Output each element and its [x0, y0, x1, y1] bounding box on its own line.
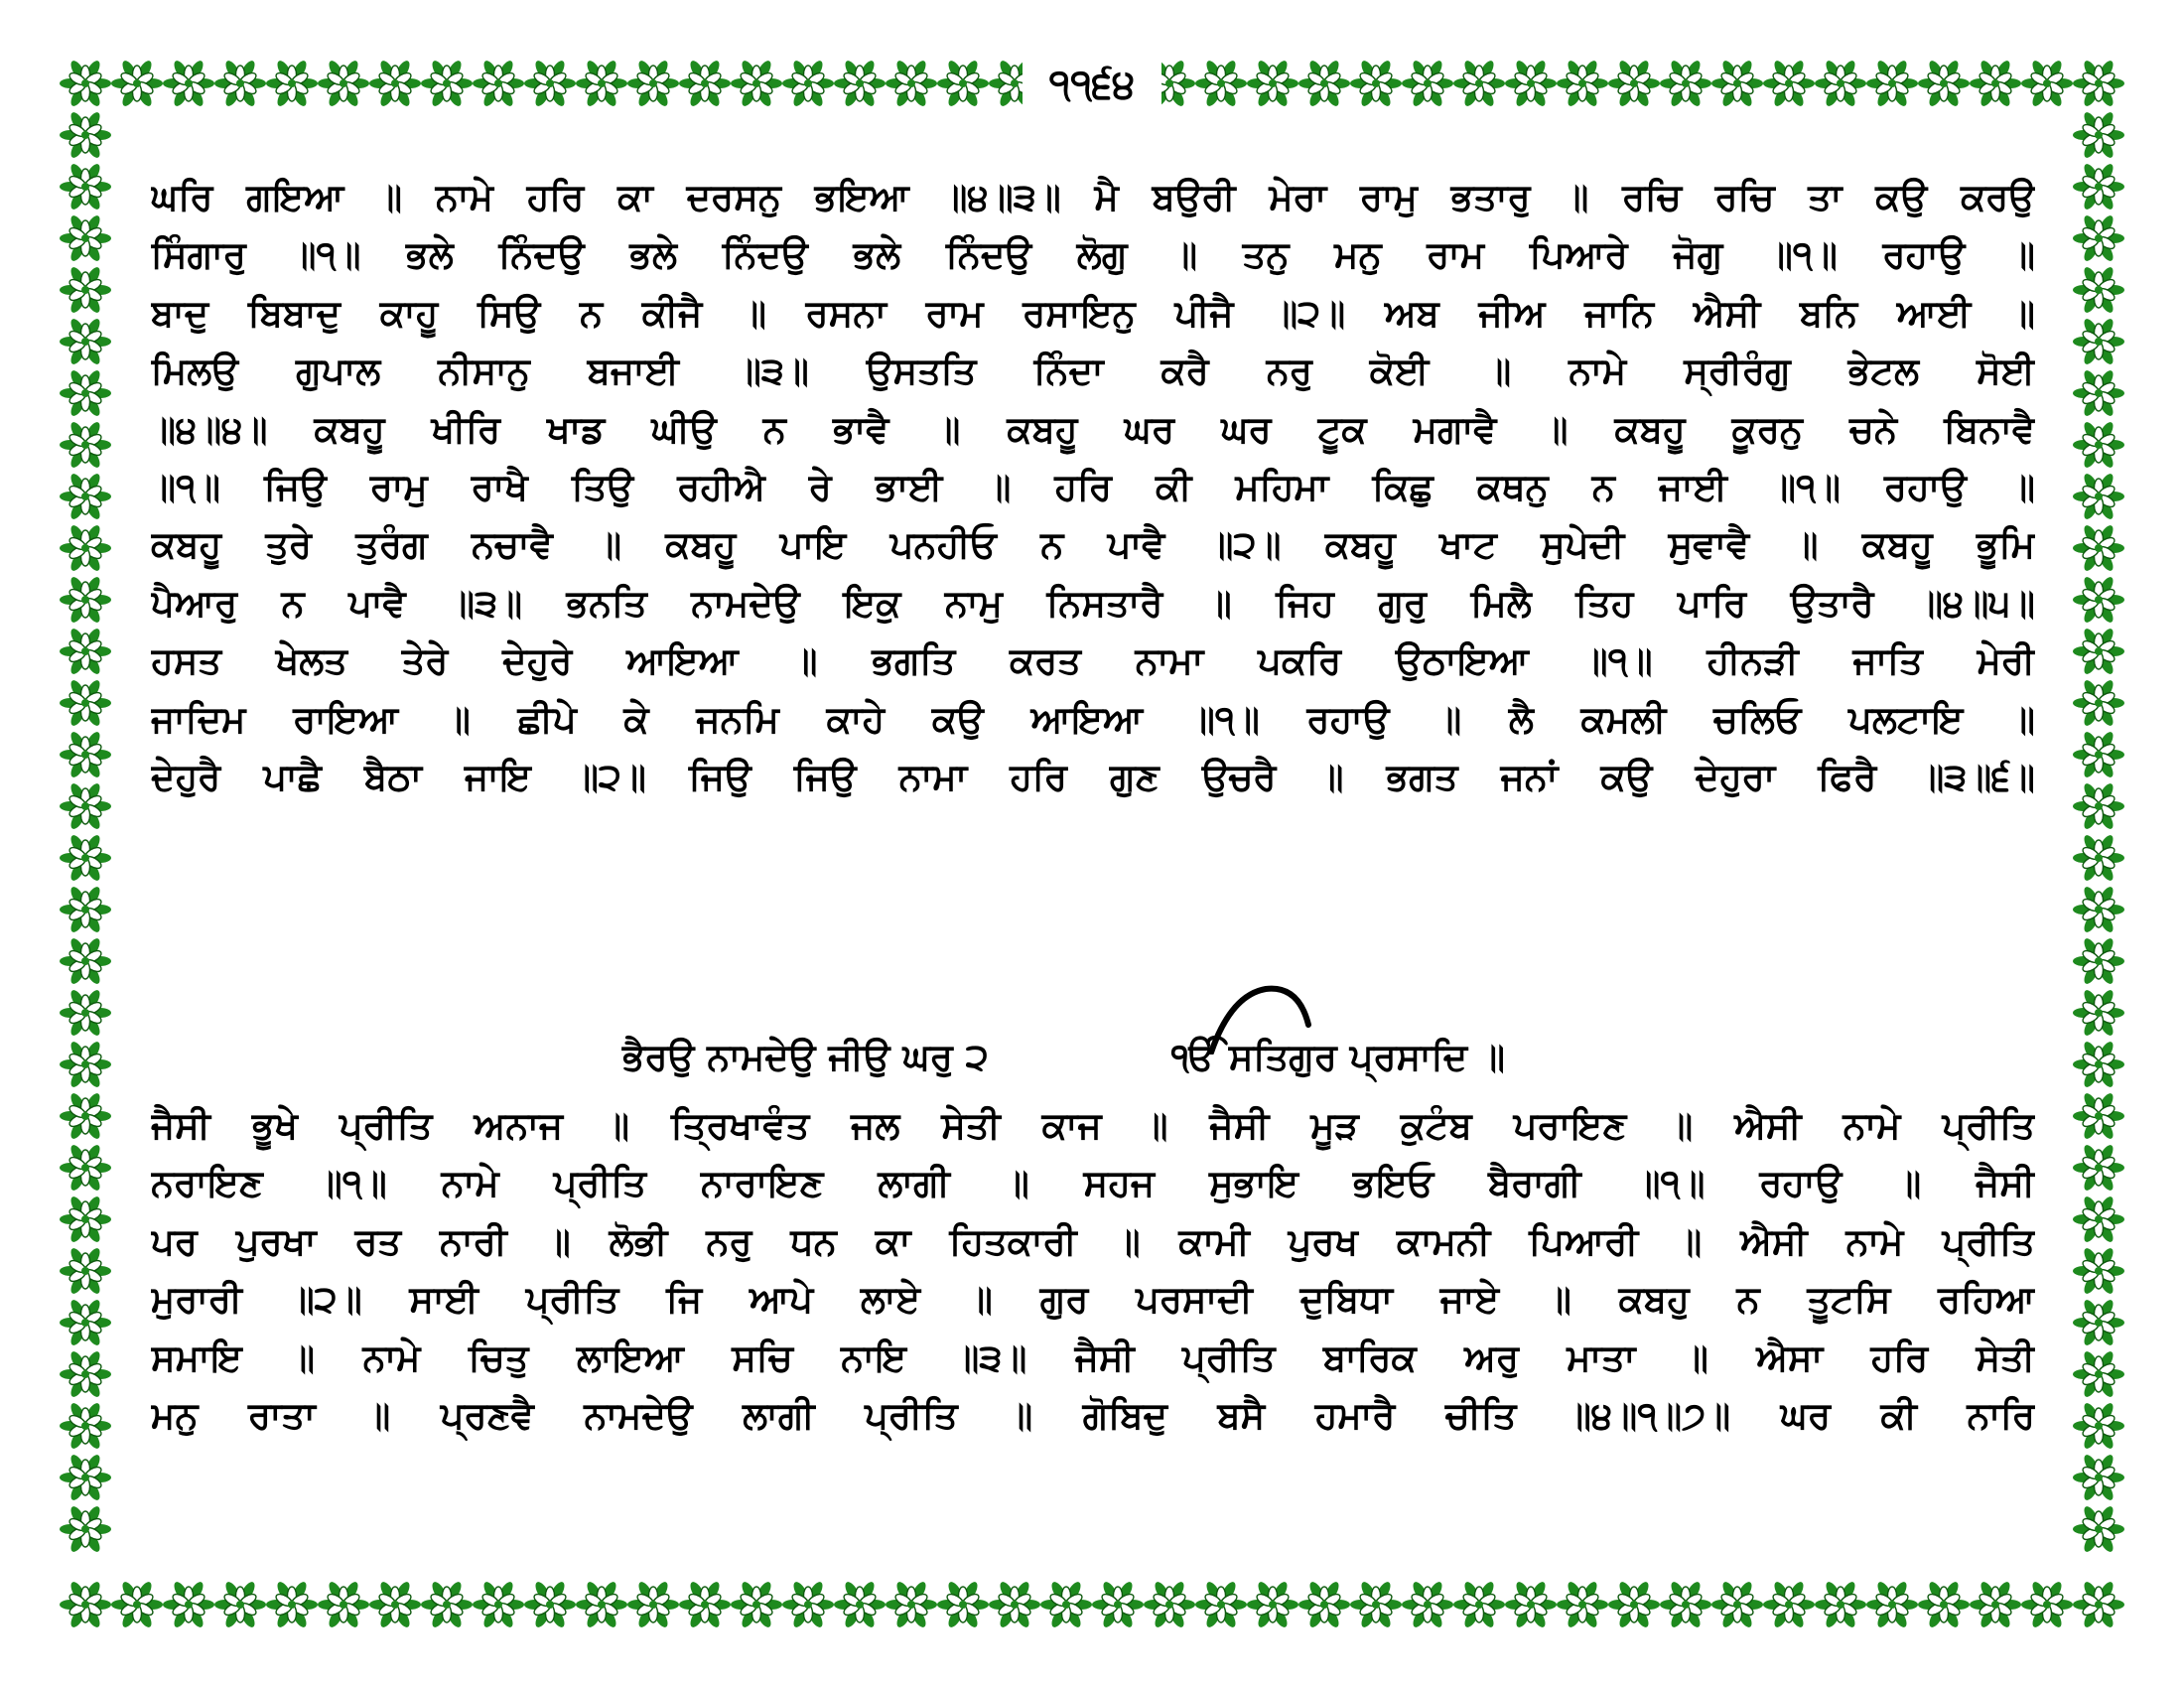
flower-icon	[266, 59, 318, 108]
flower-border-right-svg	[2067, 52, 2130, 1636]
flower-icon	[60, 368, 111, 418]
flower-border-bottom-svg	[54, 1573, 2130, 1636]
scripture-block-1	[151, 169, 2035, 806]
flower-icon	[576, 1580, 627, 1629]
flower-icon	[266, 1580, 318, 1629]
flower-icon	[421, 59, 473, 108]
flower-icon	[318, 59, 369, 108]
flower-icon	[60, 730, 111, 779]
flower-icon	[1350, 1580, 1402, 1629]
flower-icon	[2073, 627, 2124, 676]
flower-icon	[2073, 213, 2124, 263]
flower-icon	[369, 1580, 421, 1629]
flower-icon	[2073, 472, 2124, 521]
scripture-line: ਘਰਿ ਗਇਆ ॥ ਨਾਮੇ ਹਰਿ ਕਾ ਦਰਸਨੁ ਭਇਆ ॥੪॥੩॥ ਮੈ ਬਉਰੀ ਮੇਰਾ ਰਾਮੁ ਭਤਾਰੁ ॥ ਰਚਿ ਰਚਿ ਤਾ ਕਉ ਕਰਉ	[151, 176, 2035, 218]
flower-icon	[1763, 1580, 1815, 1629]
flower-icon	[2073, 1040, 2124, 1089]
flower-icon	[2073, 730, 2124, 779]
flower-icon	[214, 1580, 266, 1629]
flower-icon	[60, 988, 111, 1038]
flower-icon	[1195, 59, 1247, 108]
flower-icon	[1402, 1580, 1453, 1629]
flower-icon	[1298, 59, 1350, 108]
flower-icon	[60, 678, 111, 728]
flower-icon	[60, 627, 111, 676]
flower-icon	[1608, 59, 1660, 108]
flower-icon	[60, 1504, 111, 1554]
flower-icon	[2073, 162, 2124, 211]
flower-icon	[2073, 1091, 2124, 1141]
flower-icon	[60, 1401, 111, 1451]
flower-icon	[731, 1580, 782, 1629]
flower-icon	[2073, 265, 2124, 315]
flower-icon	[2073, 1401, 2124, 1451]
flower-icon	[2073, 781, 2124, 831]
flower-icon	[2021, 59, 2073, 108]
flower-icon	[60, 575, 111, 625]
flower-icon	[1660, 59, 1711, 108]
flower-icon	[60, 781, 111, 831]
flower-icon	[2073, 1504, 2124, 1554]
flower-icon	[1866, 59, 1918, 108]
scripture-line: ਬਾਦੁ ਬਿਬਾਦੁ ਕਾਹੂ ਸਿਉ ਨ ਕੀਜੈ ॥ ਰਸਨਾ ਰਾਮ ਰਸਾਇਨੁ ਪੀਜੈ ॥੨॥ ਅਬ ਜੀਅ ਜਾਨਿ ਐਸੀ ਬਨਿ ਆਈ ॥	[151, 291, 2035, 335]
flower-border-right	[2067, 52, 2130, 1636]
flower-icon	[60, 833, 111, 883]
scripture-line: ਮੁਰਾਰੀ ॥੨॥ ਸਾਈ ਪ੍ਰੀਤਿ ਜਿ ਆਪੇ ਲਾਏ ॥ ਗੁਰ ਪਰਸਾਦੀ ਦੁਬਿਧਾ ਜਾਏ ॥ ਕਬਹੁ ਨ ਤੂਟਸਿ ਰਹਿਆ	[151, 1278, 2035, 1322]
flower-icon	[1815, 59, 1866, 108]
flower-icon	[2021, 1580, 2073, 1629]
mool-mantar-heading: ੴ ਸਤਿਗੁਰ ਪ੍ਰਸਾਦਿ ॥	[1171, 1036, 1505, 1078]
flower-icon	[60, 1143, 111, 1193]
flower-icon	[60, 885, 111, 934]
flower-icon	[2073, 1246, 2124, 1296]
flower-icon	[60, 523, 111, 573]
flower-icon	[627, 59, 679, 108]
flower-icon	[834, 1580, 886, 1629]
flower-icon	[1402, 59, 1453, 108]
scripture-line: ਜਾਦਿਮ ਰਾਇਆ ॥ ਛੀਪੇ ਕੇ ਜਨਮਿ ਕਾਹੇ ਕਉ ਆਇਆ ॥੧॥ ਰਹਾਉ ॥ ਲੈ ਕਮਲੀ ਚਲਿਓ ਪਲਟਾਇ ॥	[151, 697, 2035, 741]
scripture-line: ਕਬਹੂ ਤੁਰੇ ਤੁਰੰਗ ਨਚਾਵੈ ॥ ਕਬਹੂ ਪਾਇ ਪਨਹੀਓ ਨ ਪਾਵੈ ॥੨॥ ਕਬਹੂ ਖਾਟ ਸੁਪੇਦੀ ਸੁਵਾਵੈ ॥ ਕਬਹੂ ਭੂਮਿ	[151, 523, 2035, 567]
flower-icon	[679, 1580, 731, 1629]
flower-icon	[421, 1580, 473, 1629]
flower-icon	[1453, 1580, 1505, 1629]
flower-icon	[2073, 523, 2124, 573]
scripture-line: ਨਰਾਇਣ ॥੧॥ ਨਾਮੇ ਪ੍ਰੀਤਿ ਨਾਰਾਇਣ ਲਾਗੀ ॥ ਸਹਜ ਸੁਭਾਇ ਭਇਓ ਬੈਰਾਗੀ ॥੧॥ ਰਹਾਉ ॥ ਜੈਸੀ	[151, 1162, 2035, 1205]
flower-icon	[1247, 59, 1298, 108]
scripture-line: ਪੈਆਰੁ ਨ ਪਾਵੈ ॥੩॥ ਭਨਤਿ ਨਾਮਦੇਉ ਇਕੁ ਨਾਮੁ ਨਿਸਤਾਰੈ ॥ ਜਿਹ ਗੁਰੁ ਮਿਲੈ ਤਿਹ ਪਾਰਿ ਉਤਾਰੈ ॥੪॥੫॥	[151, 581, 2035, 625]
flower-icon	[1918, 59, 1970, 108]
flower-icon	[1505, 59, 1557, 108]
flower-icon	[2073, 885, 2124, 934]
flower-icon	[2073, 575, 2124, 625]
flower-icon	[1505, 1580, 1557, 1629]
flower-icon	[576, 59, 627, 108]
flower-icon	[60, 162, 111, 211]
flower-icon	[2073, 1298, 2124, 1347]
flower-icon	[60, 110, 111, 160]
flower-icon	[60, 213, 111, 263]
flower-icon	[369, 59, 421, 108]
flower-icon	[1195, 1580, 1247, 1629]
scripture-line: ਮਨੁ ਰਾਤਾ ॥ ਪ੍ਰਣਵੈ ਨਾਮਦੇਉ ਲਾਗੀ ਪ੍ਰੀਤਿ ॥ ਗੋਬਿਦੁ ਬਸੈ ਹਮਾਰੈ ਚੀਤਿ ॥੪॥੧॥੭॥ ਘਰ ਕੀ ਨਾਰਿ	[151, 1393, 2035, 1437]
flower-icon	[60, 1349, 111, 1399]
flower-icon	[2073, 1143, 2124, 1193]
flower-icon	[60, 317, 111, 366]
flower-icon	[60, 1195, 111, 1244]
scripture-line: ਮਿਲਉ ਗੁਪਾਲ ਨੀਸਾਨੁ ਬਜਾਈ ॥੩॥ ਉਸਤਤਿ ਨਿੰਦਾ ਕਰੈ ਨਰੁ ਕੋਈ ॥ ਨਾਮੇ ਸ੍ਰੀਰੰਗੁ ਭੇਟਲ ਸੋਈ	[151, 350, 2035, 393]
page-number: ੧੧੬੪	[1023, 58, 1161, 111]
scripture-line: ਸਿੰਗਾਰੁ ॥੧॥ ਭਲੇ ਨਿੰਦਉ ਭਲੇ ਨਿੰਦਉ ਭਲੇ ਨਿੰਦਉ ਲੋਗੁ ॥ ਤਨੁ ਮਨੁ ਰਾਮ ਪਿਆਰੇ ਜੋਗੁ ॥੧॥ ਰਹਾਉ ॥	[151, 233, 2035, 277]
flower-icon	[111, 1580, 163, 1629]
flower-icon	[524, 1580, 576, 1629]
scripture-line: ॥੪॥੪॥ ਕਬਹੂ ਖੀਰਿ ਖਾਡ ਘੀਉ ਨ ਭਾਵੈ ॥ ਕਬਹੂ ਘਰ ਘਰ ਟੂਕ ਮਗਾਵੈ ॥ ਕਬਹੂ ਕੂਰਨੁ ਚਨੇ ਬਿਨਾਵੈ	[151, 407, 2035, 451]
flower-icon	[2073, 936, 2124, 986]
flower-icon	[2073, 1349, 2124, 1399]
flower-icon	[937, 1580, 989, 1629]
section-heading	[151, 1023, 2035, 1092]
flower-icon	[60, 1091, 111, 1141]
flower-icon	[679, 59, 731, 108]
flower-icon	[60, 936, 111, 986]
flower-icon	[2073, 368, 2124, 418]
flower-icon	[731, 59, 782, 108]
flower-icon	[886, 1580, 937, 1629]
flower-border-left	[54, 52, 117, 1636]
scripture-line: ॥੧॥ ਜਿਉ ਰਾਮੁ ਰਾਖੈ ਤਿਉ ਰਹੀਐ ਰੇ ਭਾਈ ॥ ਹਰਿ ਕੀ ਮਹਿਮਾ ਕਿਛੁ ਕਥਨੁ ਨ ਜਾਈ ॥੧॥ ਰਹਾਉ ॥	[151, 465, 2035, 508]
flower-icon	[1866, 1580, 1918, 1629]
flower-icon	[60, 1453, 111, 1502]
raag-heading: ਭੈਰਉ ਨਾਮਦੇਉ ਜੀਉ ਘਰੁ ੨	[622, 1036, 989, 1078]
flower-icon	[2073, 1195, 2124, 1244]
flower-icon	[60, 1246, 111, 1296]
flower-icon	[163, 59, 214, 108]
flower-icon	[1557, 1580, 1608, 1629]
flower-icon	[1247, 1580, 1298, 1629]
flower-icon	[473, 59, 524, 108]
flower-icon	[1453, 59, 1505, 108]
flower-icon	[1763, 59, 1815, 108]
flower-icon	[1970, 1580, 2021, 1629]
scripture-line: ਸਮਾਇ ॥ ਨਾਮੇ ਚਿਤੁ ਲਾਇਆ ਸਚਿ ਨਾਇ ॥੩॥ ਜੈਸੀ ਪ੍ਰੀਤਿ ਬਾਰਿਕ ਅਰੁ ਮਾਤਾ ॥ ਐਸਾ ਹਰਿ ਸੇਤੀ	[151, 1336, 2035, 1379]
flower-icon	[60, 420, 111, 470]
flower-icon	[473, 1580, 524, 1629]
flower-icon	[1144, 1580, 1195, 1629]
flower-icon	[1040, 1580, 1092, 1629]
flower-icon	[1350, 59, 1402, 108]
flower-icon	[1815, 1580, 1866, 1629]
flower-icon	[1557, 59, 1608, 108]
flower-icon	[1970, 59, 2021, 108]
flower-icon	[989, 1580, 1040, 1629]
flower-icon	[1608, 1580, 1660, 1629]
flower-icon	[524, 59, 576, 108]
flower-icon	[2073, 1453, 2124, 1502]
scripture-block-2	[151, 1097, 2035, 1445]
flower-icon	[60, 1040, 111, 1089]
scripture-line: ਹਸਤ ਖੇਲਤ ਤੇਰੇ ਦੇਹੁਰੇ ਆਇਆ ॥ ਭਗਤਿ ਕਰਤ ਨਾਮਾ ਪਕਰਿ ਉਠਾਇਆ ॥੧॥ ਹੀਨੜੀ ਜਾਤਿ ਮੇਰੀ	[151, 639, 2035, 683]
flower-icon	[2073, 833, 2124, 883]
flower-icon	[1711, 1580, 1763, 1629]
flower-icon	[1711, 59, 1763, 108]
flower-icon	[60, 1298, 111, 1347]
flower-icon	[834, 59, 886, 108]
flower-icon	[2073, 317, 2124, 366]
flower-icon	[60, 472, 111, 521]
flower-icon	[937, 59, 989, 108]
flower-icon	[2073, 678, 2124, 728]
scripture-line: ਪਰ ਪੁਰਖਾ ਰਤ ਨਾਰੀ ॥ ਲੋਭੀ ਨਰੁ ਧਨ ਕਾ ਹਿਤਕਾਰੀ ॥ ਕਾਮੀ ਪੁਰਖ ਕਾਮਨੀ ਪਿਆਰੀ ॥ ਐਸੀ ਨਾਮੇ ਪ੍ਰੀਤਿ	[151, 1219, 2035, 1263]
flower-icon	[886, 59, 937, 108]
flower-icon	[318, 1580, 369, 1629]
flower-icon	[111, 59, 163, 108]
flower-icon	[782, 59, 834, 108]
scripture-line: ਦੇਹੁਰੈ ਪਾਛੈ ਬੈਠਾ ਜਾਇ ॥੨॥ ਜਿਉ ਜਿਉ ਨਾਮਾ ਹਰਿ ਗੁਣ ਉਚਰੈ ॥ ਭਗਤ ਜਨਾਂ ਕਉ ਦੇਹੁਰਾ ਫਿਰੈ ॥੩॥੬॥	[151, 755, 2035, 798]
flower-icon	[1092, 1580, 1144, 1629]
flower-icon	[782, 1580, 834, 1629]
flower-icon	[214, 59, 266, 108]
flower-icon	[2073, 110, 2124, 160]
flower-icon	[2073, 420, 2124, 470]
flower-icon	[1298, 1580, 1350, 1629]
flower-icon	[1918, 1580, 1970, 1629]
flower-icon	[163, 1580, 214, 1629]
flower-icon	[2073, 988, 2124, 1038]
flower-border-bottom	[54, 1573, 2130, 1636]
flower-icon	[627, 1580, 679, 1629]
flower-border-left-svg	[54, 52, 117, 1636]
flower-icon	[60, 265, 111, 315]
flower-icon	[1660, 1580, 1711, 1629]
scripture-line: ਜੈਸੀ ਭੂਖੇ ਪ੍ਰੀਤਿ ਅਨਾਜ ॥ ਤ੍ਰਿਖਾਵੰਤ ਜਲ ਸੇਤੀ ਕਾਜ ॥ ਜੈਸੀ ਮੂੜ ਕੁਟੰਬ ਪਰਾਇਣ ॥ ਐਸੀ ਨਾਮੇ ਪ੍ਰੀਤਿ	[151, 1104, 2035, 1147]
